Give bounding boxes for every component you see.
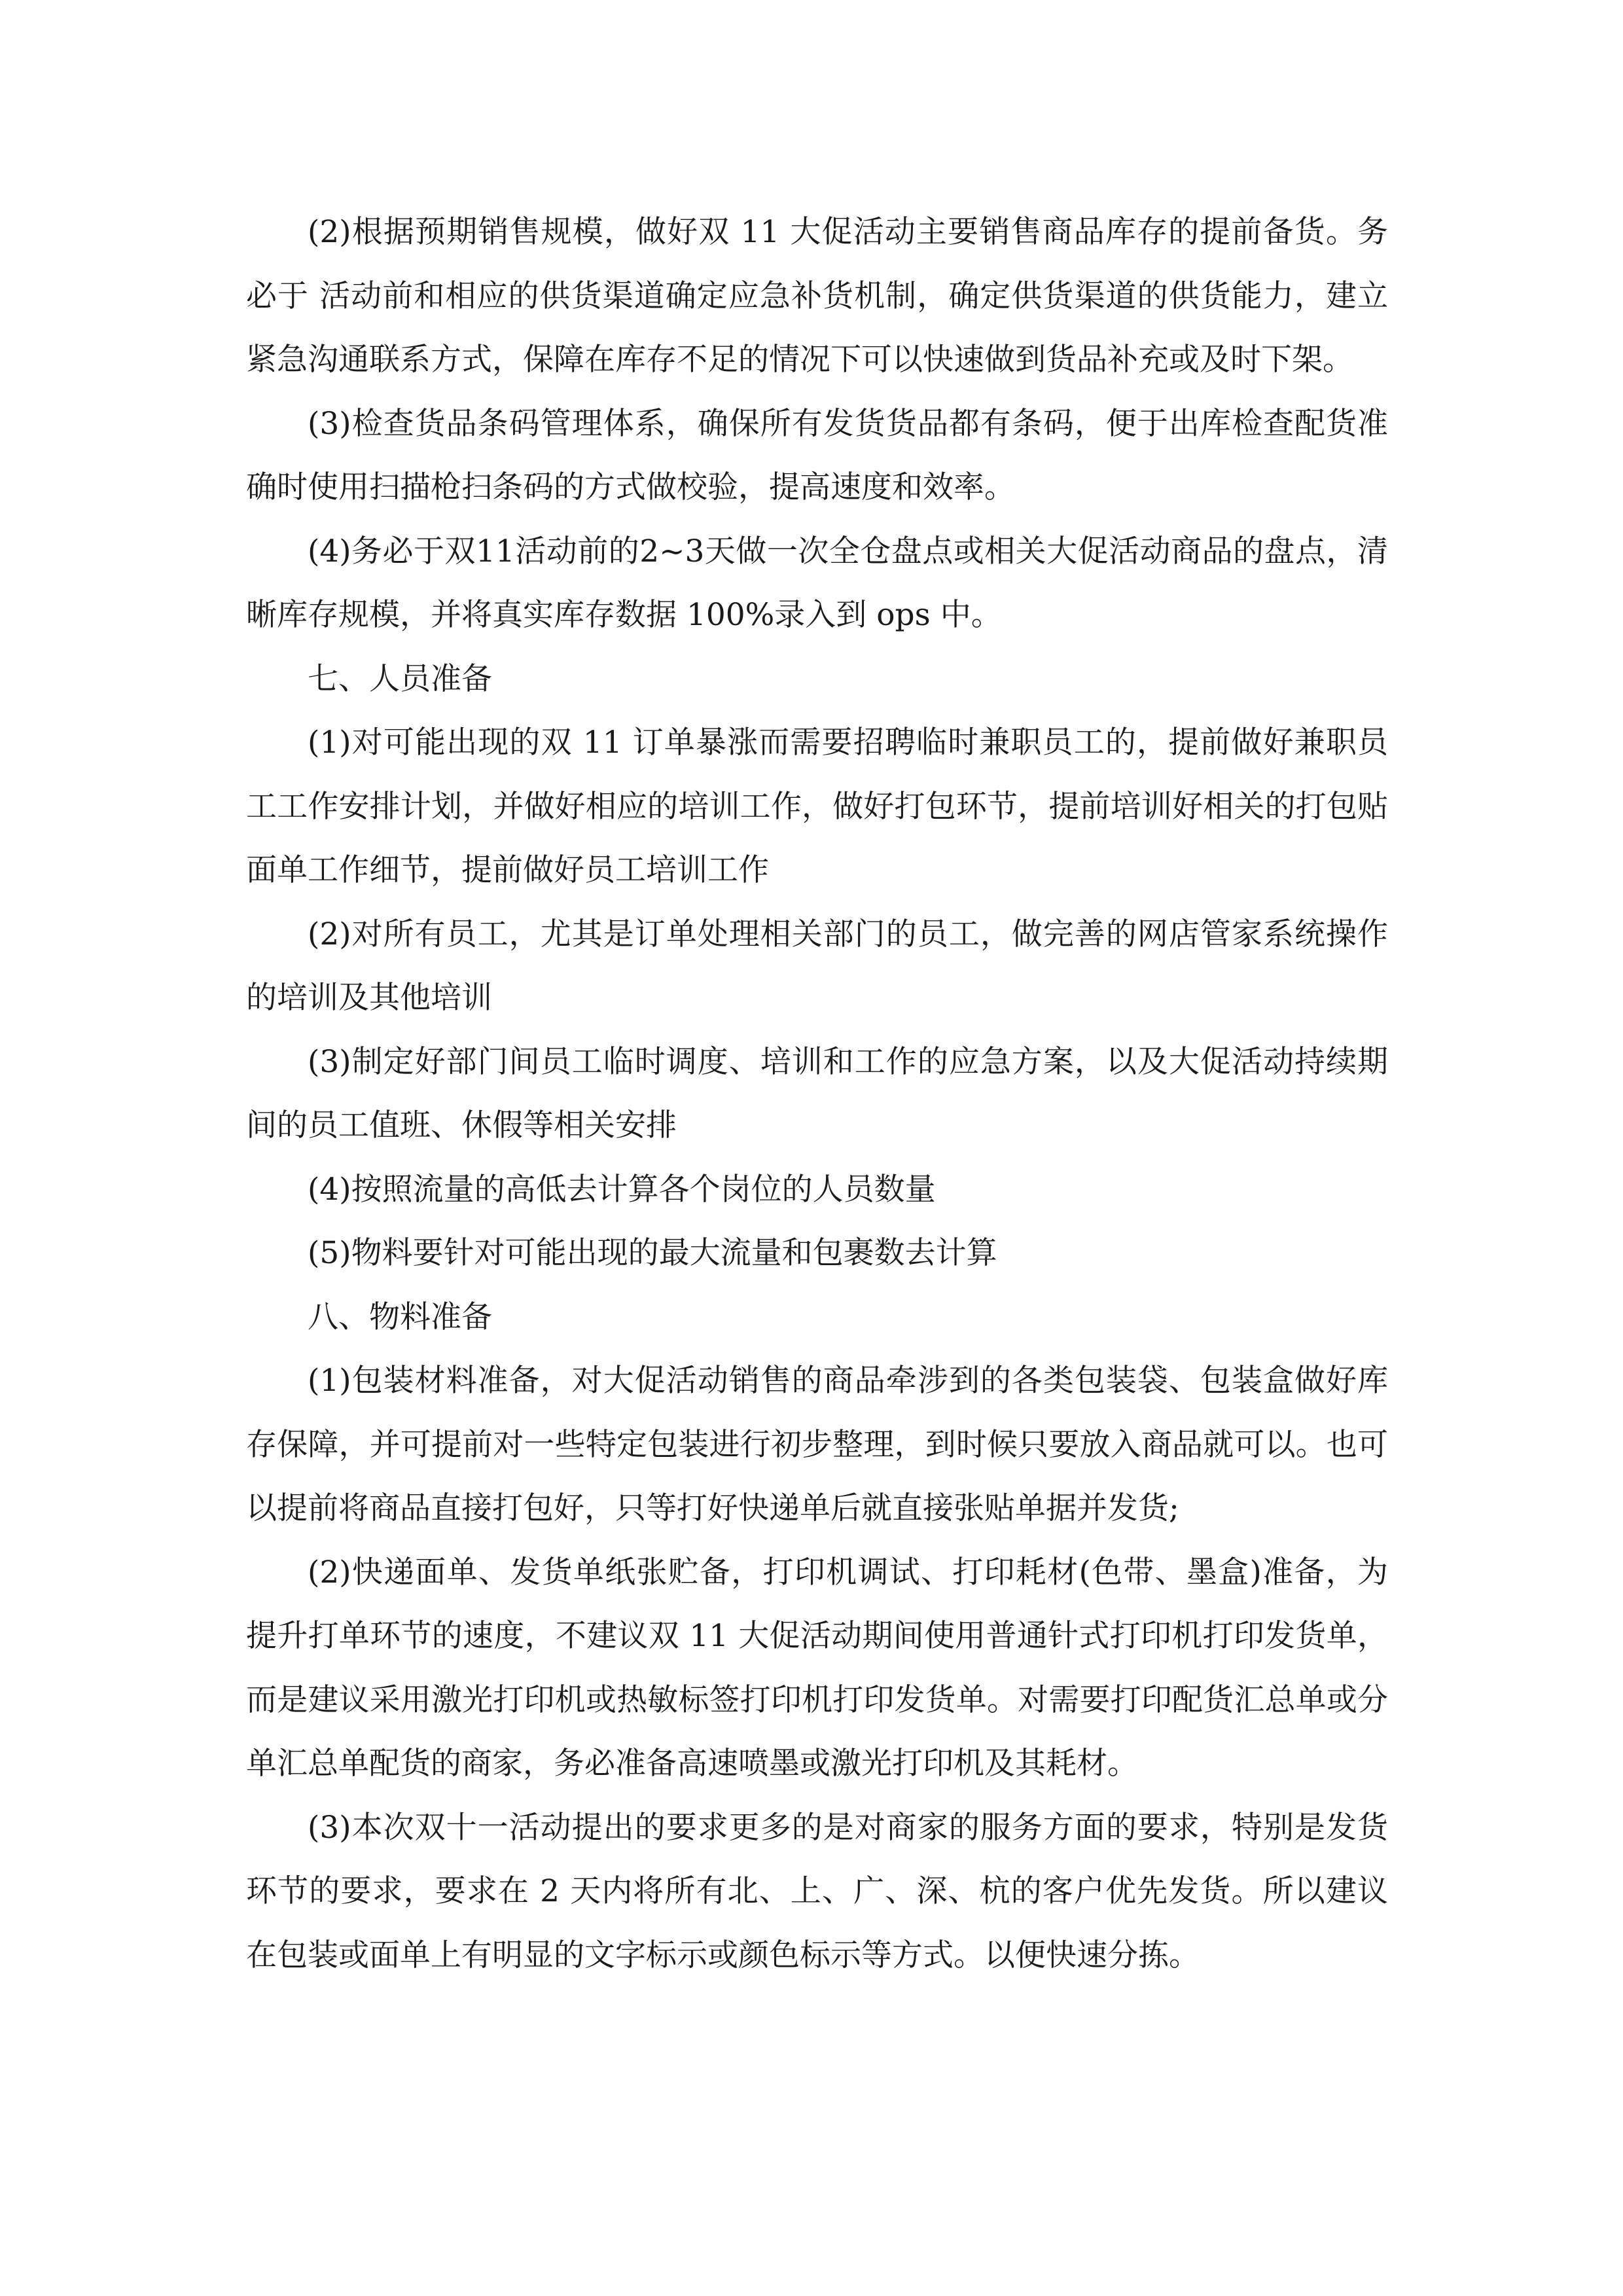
paragraph-stock-preparation: (2)根据预期销售规模，做好双 11 大促活动主要销售商品库存的提前备货。务必于 活动前和相应的供货渠道确定应急补货机制，确定供货渠道的供货能力，建立紧急沟通联系方式，保障在库存不足的情况下可以快速做到货品补充或及时下架。 bbox=[246, 214, 1388, 378]
paragraph-material-calc: (5)物料要针对可能出现的最大流量和包裹数去计算 bbox=[308, 1235, 997, 1271]
paragraph-emergency-plan: (3)制定好部门间员工临时调度、培训和工作的应急方案，以及大促活动持续期间的员工值班、休假等相关安排 bbox=[246, 1043, 1388, 1143]
section-heading-materials: 八、物料准备 bbox=[308, 1299, 492, 1335]
paragraph-shipping-priority: (3)本次双十一活动提出的要求更多的是对商家的服务方面的要求，特别是发货环节的要求，要求在 2 天内将所有北、上、广、深、杭的客户优先发货。所以建议在包装或面单上有明显的文字标示或颜色标示等方式。以便快速分拣。 bbox=[246, 1809, 1388, 1973]
paragraph-staff-count: (4)按照流量的高低去计算各个岗位的人员数量 bbox=[308, 1171, 936, 1208]
paragraph-printing: (2)快递面单、发货单纸张贮备，打印机调试、打印耗材(色带、墨盒)准备，为提升打单环节的速度，不建议双 11 大促活动期间使用普通针式打印机打印发货单，而是建议采用激光打印机或热敏标签打印机打印发货单。对需要打印配货汇总单或分单汇总单配货的商家，务必准备高速喷墨或激光打印机及其耗材。 bbox=[246, 1554, 1388, 1782]
paragraph-staff-training: (2)对所有员工，尤其是订单处理相关部门的员工，做完善的网店管家系统操作的培训及其他培训 bbox=[246, 916, 1388, 1016]
paragraph-inventory-count: (4)务必于双11活动前的2~3天做一次全仓盘点或相关大促活动商品的盘点，清晰库存规模，并将真实库存数据 100%录入到 ops 中。 bbox=[246, 533, 1388, 633]
paragraph-barcode-check: (3)检查货品条码管理体系，确保所有发货货品都有条码，便于出库检查配货准确时使用扫描枪扫条码的方式做校验，提高速度和效率。 bbox=[246, 405, 1388, 505]
paragraph-packaging: (1)包装材料准备，对大促活动销售的商品牵涉到的各类包装袋、包装盒做好库存保障，并可提前对一些特定包装进行初步整理，到时候只要放入商品就可以。也可以提前将商品直接打包好，只等打好快递单后就直接张贴单据并发货; bbox=[246, 1363, 1388, 1526]
paragraph-temp-staff: (1)对可能出现的双 11 订单暴涨而需要招聘临时兼职员工的，提前做好兼职员工工作安排计划，并做好相应的培训工作，做好打包环节，提前培训好相关的打包贴面单工作细节，提前做好员工培训工作 bbox=[246, 725, 1388, 888]
section-heading-staff: 七、人员准备 bbox=[308, 660, 492, 697]
document-body bbox=[246, 200, 1388, 1987]
